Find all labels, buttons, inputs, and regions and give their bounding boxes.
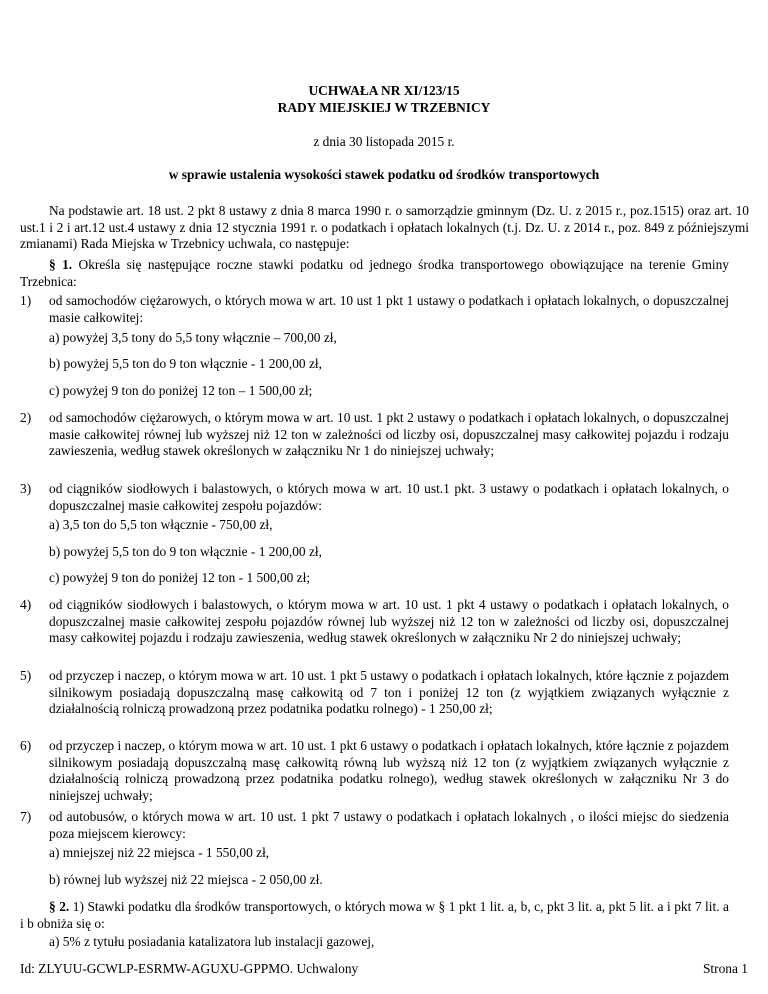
item-text: od samochodów ciężarowych, o których mowa w art. 10 ust 1 pkt 1 ustawy o podatkach i opłatach lokalnych, o dopuszczalnej masie całkowitej: (49, 293, 729, 325)
sub-item: c) powyżej 9 ton do poniżej 12 ton - 1 500,00 zł; (49, 570, 311, 585)
list-item (20, 293, 729, 326)
sub-item: a) 3,5 ton do 5,5 ton włącznie - 750,00 zł, (49, 517, 273, 532)
sub-item: b) równej lub wyższej niż 22 miejsca - 2 050,00 zł. (49, 872, 323, 887)
section-2-label: § 2. (49, 899, 70, 914)
item-text: od samochodów ciężarowych, o którym mowa w art. 10 ust. 1 pkt 2 ustawy o podatkach i opłatach lokalnych, o dopuszczalnej masie całkowitej równej lub wyższej niż 12 ton w zależności od liczby osi, dopuszczalnej masy całkowitej pojazdu i rodzaju zawieszenia, według stawek określonych w załączniku Nr 1 do niniejszej uchwały; (49, 410, 729, 459)
list-item (20, 410, 729, 460)
preamble: Na podstawie art. 18 ust. 2 pkt 8 ustawy z dnia 8 marca 1990 r. o samorządzie gminnym (Dz. U. z 2015 r., poz.1515) oraz art. 10 ust.1 i 2 i art.12 ust.4 ustawy z dnia 12 stycznia 1991 r. o podatkach i opłatach lokalnych (t.j. Dz. U. z 2014 r., poz. 849 z późniejszymi zmianami) Rada Miejska w Trzebnicy uchwala, co następuje: (20, 203, 749, 252)
page-number: Strona 1 (702, 961, 748, 976)
item-number: 6) (20, 738, 32, 753)
item-text: od autobusów, o których mowa w art. 10 ust. 1 pkt 7 ustawy o podatkach i opłatach lokalnych , o ilości miejsc do siedzenia poza miejscem kierowcy: (49, 809, 729, 841)
sub-item: b) powyżej 5,5 ton do 9 ton włącznie - 1 200,00 zł, (49, 544, 322, 559)
sub-item: b) powyżej 5,5 ton do 9 ton włącznie - 1 200,00 zł, (49, 356, 322, 371)
document-id: Id: ZLYUU-GCWLP-ESRMW-AGUXU-GPPMO. Uchwalony (20, 961, 359, 976)
sub-item: a) powyżej 3,5 tony do 5,5 tony włącznie – 700,00 zł, (49, 330, 337, 345)
list-item (20, 668, 729, 718)
item-text: od przyczep i naczep, o którym mowa w art. 10 ust. 1 pkt 6 ustawy o podatkach i opłatach lokalnych, które łącznie z pojazdem silnikowym posiadają dopuszczalną masę całkowitą równą lub wyższą niż 12 ton (z wyjątkiem związanych wyłącznie z działalnością rolniczą prowadzoną przez podatnika podatku rolnego), według stawek określonych w załączniku Nr 3 do niniejszej uchwały; (49, 738, 729, 803)
section-2 (20, 899, 729, 932)
sub-item: a) 5% z tytułu posiadania katalizatora lub instalacji gazowej, (49, 934, 375, 949)
list-item (20, 809, 729, 842)
item-number: 2) (20, 410, 32, 425)
sub-item: c) powyżej 9 ton do poniżej 12 ton – 1 500,00 zł; (49, 383, 313, 398)
section-1-text: Określa się następujące roczne stawki podatku od jednego środka transportowego obowiązujące na terenie Gminy Trzebnica: (20, 257, 729, 289)
council-name: RADY MIEJSKIEJ W TRZEBNICY (277, 100, 491, 115)
item-number: 5) (20, 668, 32, 683)
resolution-date: z dnia 30 listopada 2015 r. (313, 134, 455, 149)
section-1-intro (20, 257, 729, 290)
list-item (20, 481, 729, 514)
item-text: od ciągników siodłowych i balastowych, o którym mowa w art. 10 ust. 1 pkt 4 ustawy o podatkach i opłatach lokalnych, o dopuszczalnej masie całkowitej zespołu pojazdów równej lub wyższej niż 12 ton w zależności od liczby osi, dopuszczalnej masy całkowitej pojazdu i rodzaju zawieszenia, według stawek określonych w załączniku Nr 2 do niniejszej uchwały; (49, 597, 729, 646)
item-number: 7) (20, 809, 32, 824)
section-2-text: 1) Stawki podatku dla środków transportowych, o których mowa w § 1 pkt 1 lit. a, b, c, pkt 3 lit. a, pkt 5 lit. a i pkt 7 lit. a i b obniża się o: (20, 899, 729, 931)
resolution-subject: w sprawie ustalenia wysokości stawek podatku od środków transportowych (168, 167, 600, 182)
list-item (20, 597, 729, 647)
item-number: 4) (20, 597, 32, 612)
item-number: 3) (20, 481, 32, 496)
list-item (20, 738, 729, 804)
item-text: od przyczep i naczep, o którym mowa w art. 10 ust. 1 pkt 5 ustawy o podatkach i opłatach lokalnych, które łącznie z pojazdem silnikowym posiadają dopuszczalną masę całkowitą od 7 ton i poniżej 12 ton (z wyjątkiem związanych wyłącznie z działalnością rolniczą prowadzoną przez podatnika podatku rolnego) - 1 250,00 zł; (49, 668, 729, 717)
sub-item: a) mniejszej niż 22 miejsca - 1 550,00 zł, (49, 845, 270, 860)
item-text: od ciągników siodłowych i balastowych, o których mowa w art. 10 ust.1 pkt. 3 ustawy o podatkach i opłatach lokalnych, o dopuszczalnej masie całkowitej zespołu pojazdów: (49, 481, 729, 513)
item-number: 1) (20, 293, 32, 308)
resolution-number: UCHWAŁA NR XI/123/15 (308, 83, 460, 98)
section-1-label: § 1. (49, 257, 73, 272)
